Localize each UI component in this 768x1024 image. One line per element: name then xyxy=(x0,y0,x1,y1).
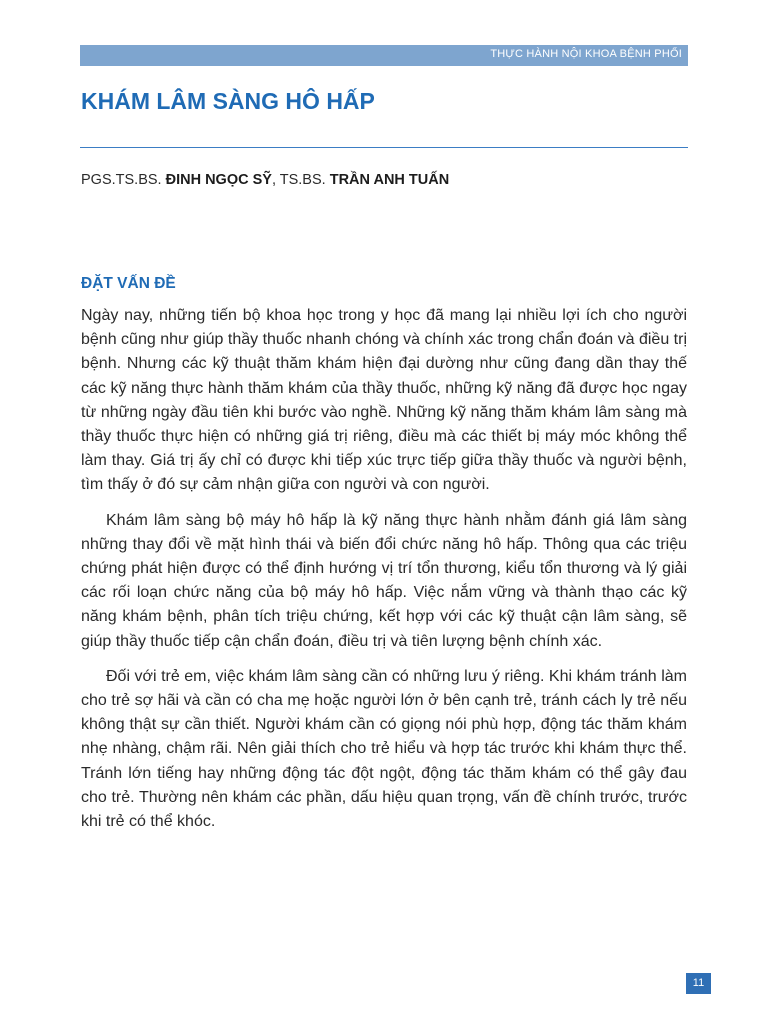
page-number: 11 xyxy=(686,973,711,994)
running-header-title: THỰC HÀNH NỘI KHOA BỆNH PHỔI xyxy=(490,48,682,60)
title-divider xyxy=(80,147,688,148)
author-line xyxy=(81,172,449,188)
author2-name: TRẦN ANH TUẤN xyxy=(329,172,450,188)
paragraph-2: Khám lâm sàng bộ máy hô hấp là kỹ năng thực hành nhằm đánh giá lâm sàng những thay đổi về mặt hình thái và biến đổi chức năng hô hấp. Thông qua các triệu chứng phát hiện được có thể định hướng vị trí tổn thương, kiểu tổn thương và lý giải các rối loạn chức năng của bộ máy hô hấp. Việc nắm vững và thành thạo các kỹ năng khám bệnh, phân tích triệu chứng, kết hợp với các kỹ thuật cận lâm sàng, sẽ giúp thầy thuốc tiếp cận chẩn đoán, điều trị và tiên lượng bệnh chính xác. xyxy=(81,511,687,650)
paragraph-3: Đối với trẻ em, việc khám lâm sàng cần có những lưu ý riêng. Khi khám tránh làm cho trẻ sợ hãi và cần có cha mẹ hoặc người lớn ở bên cạnh trẻ, tránh cách ly trẻ nếu không thật sự cần thiết. Người khám cần có giọng nói phù hợp, động tác thăm khám nhẹ nhàng, chậm rãi. Nên giải thích cho trẻ hiểu và hợp tác trước khi khám thực thể. Tránh lớn tiếng hay những động tác đột ngột, động tác thăm khám có thể gây đau cho trẻ. Thường nên khám các phần, dấu hiệu quan trọng, vấn đề chính trước, trước khi trẻ có thể khóc. xyxy=(81,667,687,831)
chapter-title: KHÁM LÂM SÀNG HÔ HẤP xyxy=(81,88,375,114)
running-header-band xyxy=(80,45,688,66)
section-heading: ĐẶT VẤN ĐỀ xyxy=(81,275,176,292)
body-text xyxy=(81,304,687,845)
author1-name: ĐINH NGỌC SỸ xyxy=(165,172,272,188)
author1-prefix: PGS.TS.BS. xyxy=(81,172,166,188)
author-separator: , xyxy=(271,172,280,188)
author2-prefix: TS.BS. xyxy=(279,172,330,188)
paragraph-1: Ngày nay, những tiến bộ khoa học trong y học đã mang lại nhiều lợi ích cho người bệnh cũng như giúp thầy thuốc nhanh chóng và chính xác trong chẩn đoán và điều trị bệnh. Nhưng các kỹ thuật thăm khám hiện đại dường như cũng đang dần thay thế các kỹ năng thực hành thăm khám của thầy thuốc, những kỹ năng đã được học ngay từ những ngày đầu tiên khi bước vào nghề. Những kỹ năng thăm khám lâm sàng mà thầy thuốc thực hiện có những giá trị riêng, điều mà các thiết bị máy móc không thể làm thay. Giá trị ấy chỉ có được khi tiếp xúc trực tiếp giữa thầy thuốc và người bệnh, tìm thấy ở đó sự cảm nhận giữa con người và con người. xyxy=(81,307,687,494)
